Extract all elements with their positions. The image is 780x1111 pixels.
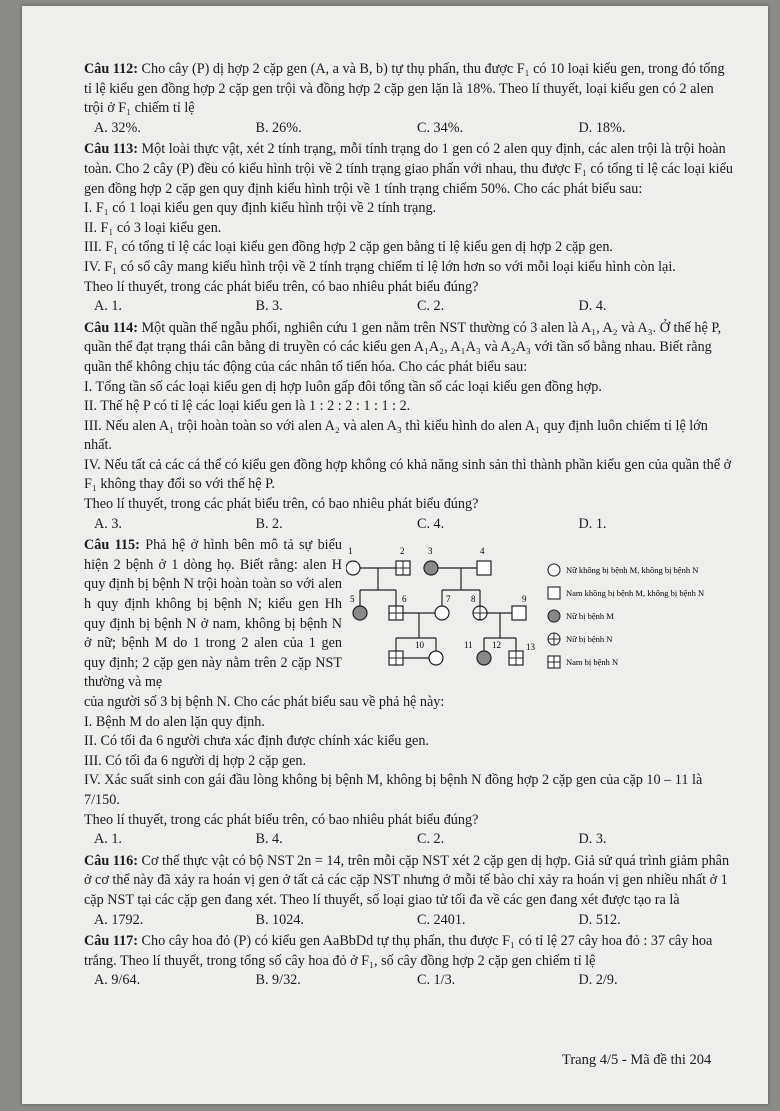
pedigree-label-7: 7 bbox=[446, 594, 451, 605]
statement-1: I. F₁ có 1 loại kiểu gen quy định kiểu hình trội về 2 tính trạng. bbox=[84, 200, 437, 217]
statement-3: III. Nếu alen A₁ trội hoàn toàn so với alen A₂ và alen A₃ thì kiểu hình do alen A₁ quy định luôn chiếm tỉ lệ lớn nhất. bbox=[84, 417, 708, 454]
statement-1: I. Tổng tần số các loại kiểu gen dị hợp luôn gấp đôi tổng tần số các loại kiểu gen đồng hợp. bbox=[84, 378, 602, 395]
option-d: D. 4. bbox=[578, 298, 607, 315]
question-116 bbox=[84, 852, 734, 930]
option-b: B. 9/32. bbox=[255, 972, 301, 989]
statement-4: IV. Xác suất sinh con gái đầu lòng không bị bệnh M, không bị bệnh N đồng hợp 2 cặp gen của cặp 10 – 11 là 7/150. bbox=[84, 772, 703, 808]
statement-2: II. Có tối đa 6 người chưa xác định được chính xác kiểu gen. bbox=[84, 733, 429, 750]
legend-female-sick-n: Nữ bị bệnh N bbox=[566, 634, 613, 645]
question-117 bbox=[84, 932, 734, 991]
option-b: B. 1024. bbox=[255, 911, 304, 928]
question-number: Câu 116: bbox=[84, 852, 138, 869]
question-text: Cho cây hoa đỏ (P) có kiểu gen AaBbDd tự thụ phấn, thu được F₁ có tỉ lệ 27 cây hoa đỏ : 37 cây hoa trắng. Theo lí thuyết, trong tổng số cây hoa đỏ ở F₁, số cây đồng hợp 2 cặp gen chiếm tỉ lệ bbox=[84, 933, 713, 969]
options bbox=[84, 515, 734, 535]
question-ask: Theo lí thuyết, trong các phát biểu trên, có bao nhiêu phát biểu đúng? bbox=[84, 278, 479, 295]
pedigree-label-12: 12 bbox=[492, 640, 501, 651]
options bbox=[84, 830, 734, 850]
option-a: A. 32%. bbox=[94, 119, 141, 136]
pedigree-label-1: 1 bbox=[348, 546, 353, 557]
exam-content bbox=[84, 60, 734, 993]
statement-3: III. Có tối đa 6 người dị hợp 2 cặp gen. bbox=[84, 752, 307, 769]
option-b: B. 2. bbox=[255, 515, 283, 532]
pedigree-label-9: 9 bbox=[522, 594, 527, 605]
option-c: C. 2. bbox=[417, 831, 445, 848]
person-5-female-sick-m bbox=[353, 606, 367, 620]
page-footer: Trang 4/5 - Mã đề thi 204 bbox=[562, 1052, 712, 1068]
options bbox=[84, 911, 734, 931]
question-number: Câu 115: bbox=[84, 537, 140, 554]
option-b: B. 3. bbox=[255, 298, 283, 315]
option-d: D. 2/9. bbox=[578, 972, 618, 989]
option-b: B. 4. bbox=[255, 831, 283, 848]
legend-female-healthy: Nữ không bị bệnh M, không bị bệnh N bbox=[566, 565, 699, 576]
question-ask: Theo lí thuyết, trong các phát biểu trên, có bao nhiêu phát biểu đúng? bbox=[84, 811, 479, 828]
statement-4: IV. Nếu tất cả các cá thể có kiểu gen đồng hợp không có khả năng sinh sản thì thành phần kiểu gen của quần thể ở F₁ không thay đổi so với thế hệ P. bbox=[84, 456, 732, 493]
person-12-female-sick-m bbox=[477, 651, 491, 665]
question-number: Câu 117: bbox=[84, 933, 138, 950]
exam-page bbox=[22, 6, 768, 1104]
person-9-male bbox=[512, 606, 526, 620]
option-c: C. 4. bbox=[417, 515, 445, 532]
statement-1: I. Bệnh M do alen lặn quy định. bbox=[84, 713, 265, 730]
question-number: Câu 114: bbox=[84, 319, 138, 336]
option-d: D. 18%. bbox=[578, 119, 626, 136]
question-text: Một quần thể ngẫu phối, nghiên cứu 1 gen nằm trên NST thường có 3 alen là A₁, A₂ và A₃. Ở thế hệ P, quần thể đạt trạng thái cân bằng di truyền có các kiểu gen A₁A₂, A₁A₃ và A₂A₃ với tần số bằng nhau. Biết rằng quần thể không chịu tác động của các nhân tố tiến hóa. Cho các phát biểu sau: bbox=[84, 319, 722, 375]
question-115 bbox=[84, 536, 734, 850]
option-a: A. 1. bbox=[94, 831, 122, 848]
pedigree-legend bbox=[548, 564, 704, 668]
pedigree-label-10: 10 bbox=[415, 640, 424, 651]
option-a: A. 3. bbox=[94, 515, 122, 532]
statement-4: IV. F₁ có số cây mang kiểu hình trội về 2 tính trạng chiếm tỉ lệ lớn hơn so với mỗi loại kiểu hình còn lại. bbox=[84, 258, 676, 275]
pedigree-diagram bbox=[346, 538, 738, 672]
option-c: C. 2401. bbox=[417, 911, 466, 928]
legend-male-healthy: Nam không bị bệnh M, không bị bệnh N bbox=[566, 588, 705, 599]
options bbox=[84, 297, 734, 317]
pedigree-svg bbox=[346, 538, 738, 672]
pedigree-label-8: 8 bbox=[471, 594, 476, 605]
pedigree-label-5: 5 bbox=[350, 594, 355, 605]
question-ask: Theo lí thuyết, trong các phát biểu trên, có bao nhiêu phát biểu đúng? bbox=[84, 496, 479, 513]
options bbox=[84, 119, 734, 139]
pedigree-label-4: 4 bbox=[480, 546, 485, 557]
person-4-male bbox=[477, 561, 491, 575]
option-c: C. 34%. bbox=[417, 119, 464, 136]
statement-2: II. Thế hệ P có tỉ lệ các loại kiểu gen là 1 : 2 : 2 : 1 : 1 : 2. bbox=[84, 398, 411, 415]
question-113 bbox=[84, 140, 734, 316]
pedigree-label-13: 13 bbox=[526, 642, 535, 653]
question-112 bbox=[84, 60, 734, 138]
question-text: Cơ thể thực vật có bộ NST 2n = 14, trên mỗi cặp NST xét 2 cặp gen dị hợp. Giả sử quá trình giảm phân ở cơ thể này đã xảy ra hoán vị gen ở tất cả các cặp NST nhưng ở mỗi tế bào chỉ xảy ra hoán vị gen nhiều nhất ở 1 cặp NST tại các cặp gen đang xét. Theo lí thuyết, số loại giao tử tối đa về các gen đang xét được tạo ra là bbox=[84, 852, 730, 908]
person-3-female-sick-m bbox=[424, 561, 438, 575]
pedigree-label-3: 3 bbox=[428, 546, 433, 557]
person-11-female bbox=[429, 651, 443, 665]
question-text: Phả hệ ở hình bên mô tả sự biểu hiện 2 bệnh ở 1 dòng họ. Biết rằng: alen H quy định bị bệnh N trội hoàn toàn so với alen h quy định không bị bệnh N; kiểu gen Hh quy định bị bệnh N ở nam, không bị bệnh N ở nữ; bệnh M do 1 trong 2 alen của 1 gen quy định; 2 cặp gen này nằm trên 2 cặp NST thường và mẹ bbox=[84, 537, 343, 691]
question-114 bbox=[84, 319, 734, 535]
pedigree-label-11: 11 bbox=[464, 640, 473, 651]
option-c: C. 2. bbox=[417, 298, 445, 315]
option-c: C. 1/3. bbox=[417, 972, 456, 989]
option-a: A. 1. bbox=[94, 298, 122, 315]
option-d: D. 512. bbox=[578, 911, 621, 928]
pedigree-label-6: 6 bbox=[402, 594, 407, 605]
person-1-female bbox=[346, 561, 360, 575]
question-number: Câu 113: bbox=[84, 141, 138, 158]
options bbox=[84, 971, 734, 991]
question-number: Câu 112: bbox=[84, 61, 138, 77]
statement-2: II. F₁ có 3 loại kiểu gen. bbox=[84, 219, 222, 236]
person-7-female bbox=[435, 606, 449, 620]
option-d: D. 3. bbox=[578, 831, 607, 848]
option-a: A. 9/64. bbox=[94, 972, 141, 989]
statement-3: III. F₁ có tổng tỉ lệ các loại kiểu gen đồng hợp 2 cặp gen bằng tỉ lệ kiểu gen dị hợp 2 cặp gen. bbox=[84, 239, 613, 256]
question-text: Một loài thực vật, xét 2 tính trạng, mỗi tính trạng do 1 gen có 2 alen quy định, các alen trội là trội hoàn toàn. Cho 2 cây (P) đều có kiểu hình trội về 2 tính trạng giao phấn với nhau, thu được F₁ có tổng tỉ lệ các loại kiểu gen đồng hợp 2 cặp gen quy định kiểu hình trội về 1 tính trạng chiếm 50%. Cho các phát biểu sau: bbox=[84, 141, 733, 197]
question-text: Cho cây (P) dị hợp 2 cặp gen (A, a và B, b) tự thụ phấn, thu được F₁ có 10 loại kiểu gen, trong đó tổng tỉ lệ kiểu gen đồng hợp 2 cặp gen trội và đồng hợp 2 cặp gen lặn là 18%. Theo lí thuyết, loại kiểu gen có 2 alen trội ở F₁ chiếm tỉ lệ bbox=[84, 61, 725, 117]
legend-female-sick-m: Nữ bị bệnh M bbox=[566, 611, 614, 622]
option-d: D. 1. bbox=[578, 515, 607, 532]
option-a: A. 1792. bbox=[94, 911, 144, 928]
pedigree-label-2: 2 bbox=[400, 546, 405, 557]
question-text-continued: của người số 3 bị bệnh N. Cho các phát biểu sau về phả hệ này: bbox=[84, 694, 445, 710]
option-b: B. 26%. bbox=[255, 119, 302, 136]
legend-male-sick-n: Nam bị bệnh N bbox=[566, 657, 619, 668]
